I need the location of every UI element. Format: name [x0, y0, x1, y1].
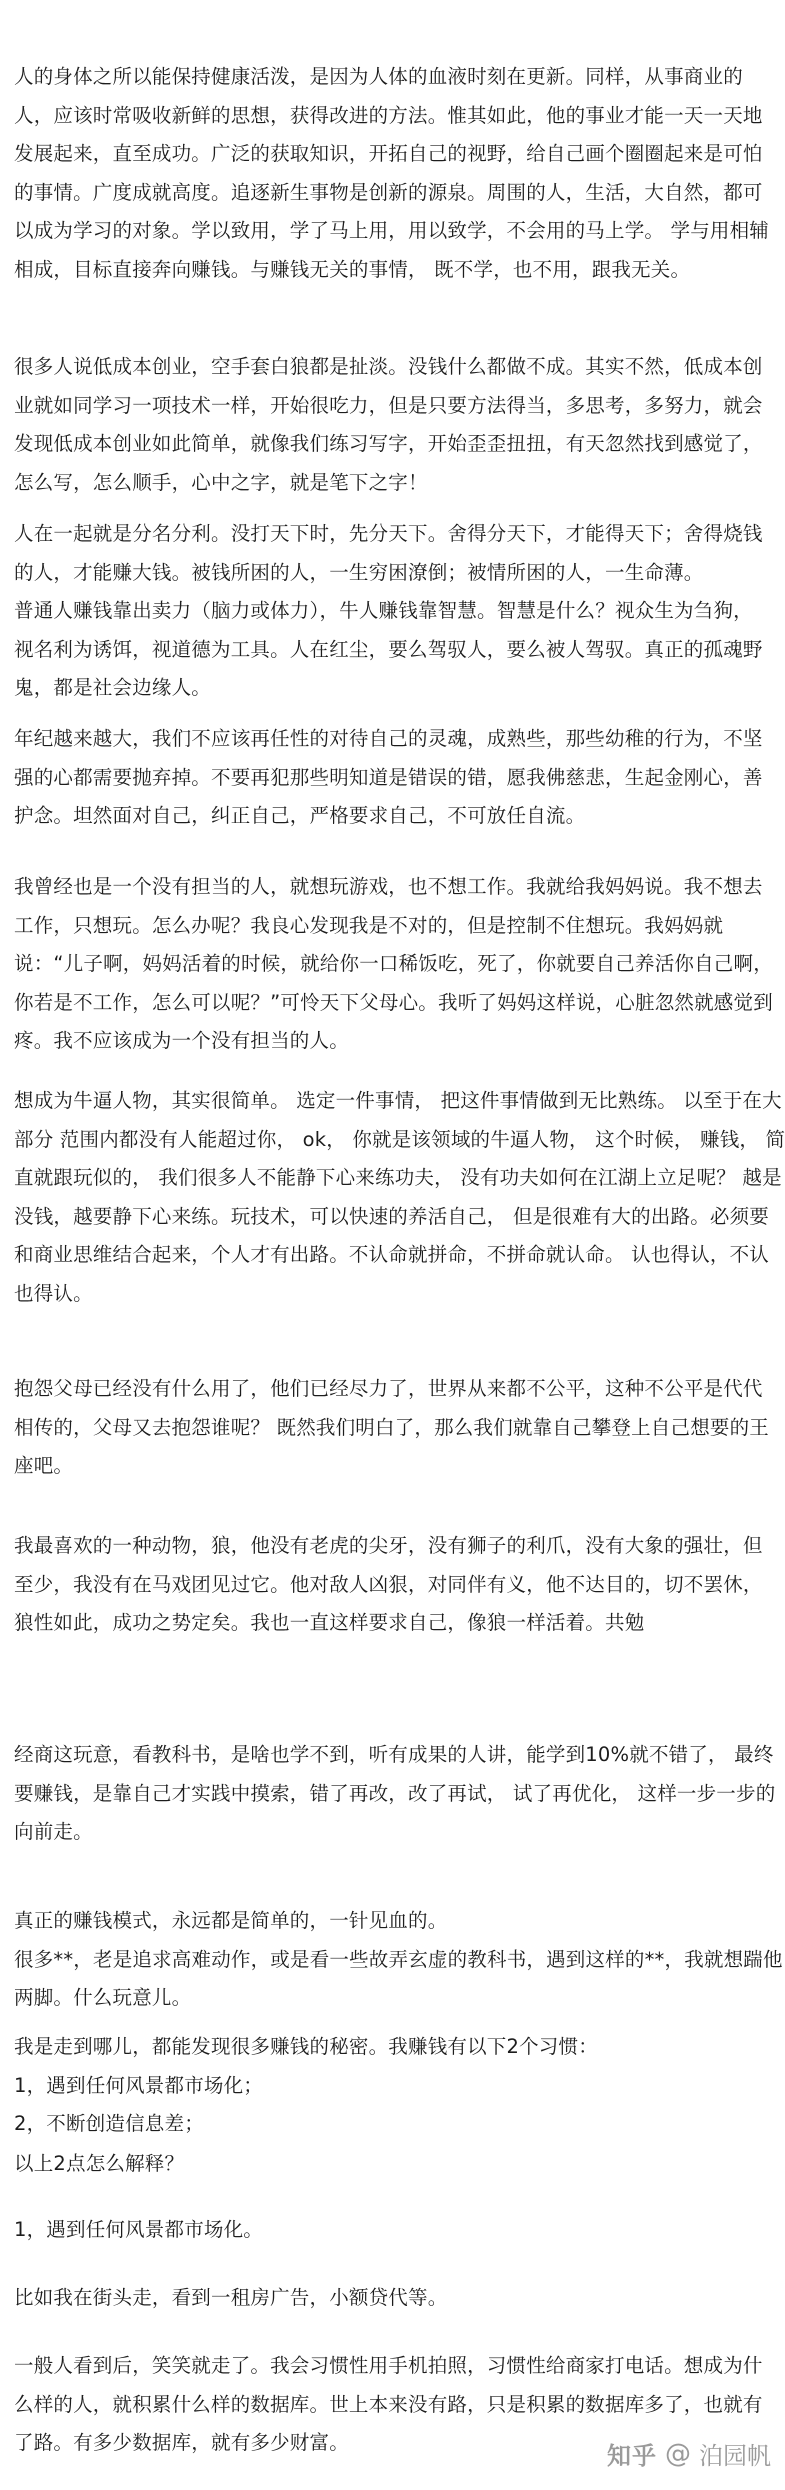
paragraph — [14, 1902, 783, 2018]
text-line: 人的身体之所以能保持健康活泼，是因为人体的血液时刻在更新。同样，从事商业的 — [14, 65, 743, 88]
text-line: 疼。我不应该成为一个没有担当的人。 — [14, 1029, 349, 1052]
text-line: 1，遇到任何风景都市场化； — [14, 2073, 264, 2097]
text-line: 的事情。广度成就高度。追逐新生事物是创新的源泉。周围的人，生活，大自然，都可 — [14, 180, 763, 204]
text-line: 了路。有多少数据库，就有多少财富。 — [14, 2431, 349, 2454]
text-line: 以上2点怎么解释？ — [14, 2152, 185, 2175]
text-line: 人在一起就是分名分利。没打天下时，先分天下。舍得分天下，才能得天下；舍得烧钱 — [14, 522, 763, 545]
text-line: 真正的赚钱模式，永远都是简单的，一针见血的。 — [14, 1909, 448, 1932]
text-line: 视名利为诱饵，视道德为工具。人在红尘，要么驾驭人，要么被人驾驭。真正的孤魂野 — [14, 637, 763, 661]
paragraph — [14, 515, 763, 708]
text-line: 直就跟玩似的， 我们很多人不能静下心来练功夫， 没有功夫如何在江湖上立足呢？ 越是 — [14, 1166, 782, 1189]
text-line: 年纪越来越大，我们不应该再任性的对待自己的灵魂，成熟些，那些幼稚的行为，不坚 — [14, 727, 763, 750]
text-line: 我曾经也是一个没有担当的人，就想玩游戏，也不想工作。我就给我妈妈说。我不想去 — [14, 875, 763, 898]
paragraph — [14, 58, 769, 289]
text-line: 比如我在街头走，看到一租房广告，小额贷代等。 — [14, 2286, 448, 2309]
text-line: 很多人说低成本创业，空手套白狼都是扯淡。没钱什么都做不成。其实不然，低成本创 — [14, 355, 763, 378]
text-line: 说：“儿子啊，妈妈活着的时候，就给你一口稀饭吃，死了，你就要自己养活你自己啊， — [14, 952, 773, 975]
watermark-author: 泊园帆 — [699, 2442, 771, 2470]
text-line: 两脚。什么玩意儿。 — [14, 1986, 192, 2009]
text-line: 发现低成本创业如此简单，就像我们练习写字，开始歪歪扭扭，有天忽然找到感觉了， — [14, 432, 763, 455]
text-line: 一般人看到后，笑笑就走了。我会习惯性用手机拍照，习惯性给商家打电话。想成为什 — [14, 2354, 763, 2377]
text-line: 护念。坦然面对自己，纠正自己，严格要求自己，不可放任自流。 — [14, 804, 586, 827]
at-icon: @ — [665, 2438, 691, 2469]
text-line: 至少，我没有在马戏团见过它。他对敌人凶狠，对同伴有义，他不达目的，切不罢休， — [14, 1572, 763, 1596]
text-line: 怎么写，怎么顺手，心中之字，就是笔下之字！ — [14, 470, 428, 494]
paragraph — [14, 2279, 447, 2318]
paragraph — [14, 1082, 785, 1313]
text-line: 鬼，都是社会边缘人。 — [14, 676, 212, 699]
paragraph — [14, 868, 773, 1061]
text-line: 想成为牛逼人物，其实很简单。 选定一件事情， 把这件事情做到无比熟练。 以至于在大 — [14, 1089, 782, 1112]
text-line: 座吧。 — [14, 1454, 74, 1477]
text-line: 我是走到哪儿，都能发现很多赚钱的秘密。我赚钱有以下2个习惯： — [14, 2035, 598, 2058]
text-line: 很多**，老是追求高难动作，或是看一些故弄玄虚的教科书，遇到这样的**，我就想踹他 — [14, 1947, 783, 1971]
text-line: 1，遇到任何风景都市场化。 — [14, 2218, 264, 2241]
text-line: 部分 范围内都没有人能超过你， ok， 你就是该领域的牛逼人物， 这个时候， 赚钱， 简 — [14, 1127, 785, 1151]
text-line: 么样的人，就积累什么样的数据库。世上本来没有路，只是积累的数据库多了，也就有 — [14, 2392, 763, 2416]
text-line: 工作，只想玩。怎么办呢？我良心发现我是不对的，但是控制不住想玩。我妈妈就 — [14, 913, 724, 937]
text-line: 强的心都需要抛弃掉。不要再犯那些明知道是错误的错，愿我佛慈悲，生起金刚心，善 — [14, 765, 763, 789]
text-line: 没钱，越要静下心来练。玩技术，可以快速的养活自己， 但是很难有大的出路。必须要 — [14, 1204, 769, 1228]
text-line: 和商业思维结合起来，个人才有出路。不认命就拼命，不拼命就认命。 认也得认，不认 — [14, 1243, 769, 1266]
text-line: 发展起来，直至成功。广泛的获取知识，开拓自己的视野，给自己画个圈圈起来是可怕 — [14, 142, 763, 165]
text-line: 的人，才能赚大钱。被钱所困的人，一生穷困潦倒；被情所困的人，一生命薄。 — [14, 560, 704, 584]
text-line: 相成，目标直接奔向赚钱。与赚钱无关的事情， 既不学，也不用，跟我无关。 — [14, 257, 691, 281]
paragraph — [14, 2145, 184, 2184]
text-line: 人，应该时常吸收新鲜的思想，获得改进的方法。惟其如此，他的事业才能一天一天地 — [14, 103, 763, 127]
paragraph — [14, 2211, 263, 2250]
paragraph — [14, 720, 763, 836]
paragraph — [14, 1370, 769, 1486]
text-line: 抱怨父母已经没有什么用了，他们已经尽力了，世界从来都不公平，这种不公平是代代 — [14, 1377, 763, 1400]
paragraph — [14, 1527, 763, 1643]
text-line: 2，不断创造信息差； — [14, 2112, 204, 2135]
text-line: 向前走。 — [14, 1820, 93, 1843]
text-line: 我最喜欢的一种动物，狼，他没有老虎的尖牙，没有狮子的利爪，没有大象的强壮，但 — [14, 1534, 763, 1557]
paragraph — [14, 348, 763, 502]
text-line: 业就如同学习一项技术一样，开始很吃力，但是只要方法得当，多思考，多努力，就会 — [14, 393, 763, 417]
zhihu-watermark — [607, 2436, 771, 2471]
text-line: 你若是不工作，怎么可以呢？”可怜天下父母心。我听了妈妈这样说，心脏忽然就感觉到 — [14, 990, 773, 1014]
text-line: 要赚钱，是靠自己才实践中摸索，错了再改，改了再试， 试了再优化， 这样一步一步的 — [14, 1781, 776, 1805]
text-line: 也得认。 — [14, 1281, 93, 1305]
paragraph — [14, 1736, 775, 1852]
text-line: 普通人赚钱靠出卖力（脑力或体力），牛人赚钱靠智慧。智慧是什么？视众生为刍狗， — [14, 599, 753, 622]
text-line: 经商这玩意，看教科书，是啥也学不到，听有成果的人讲，能学到10%就不错了， 最终 — [14, 1743, 774, 1766]
text-line: 相传的，父母又去抱怨谁呢？ 既然我们明白了，那么我们就靠自己攀登上自己想要的王 — [14, 1415, 769, 1439]
text-line: 以成为学习的对象。学以致用，学了马上用，用以致学，不会用的马上学。 学与用相辅 — [14, 219, 769, 242]
zhihu-logo: 知乎 — [607, 2442, 657, 2470]
text-line: 狼性如此，成功之势定矣。我也一直这样要求自己，像狼一样活着。共勉 — [14, 1611, 645, 1634]
paragraph — [14, 2028, 598, 2144]
